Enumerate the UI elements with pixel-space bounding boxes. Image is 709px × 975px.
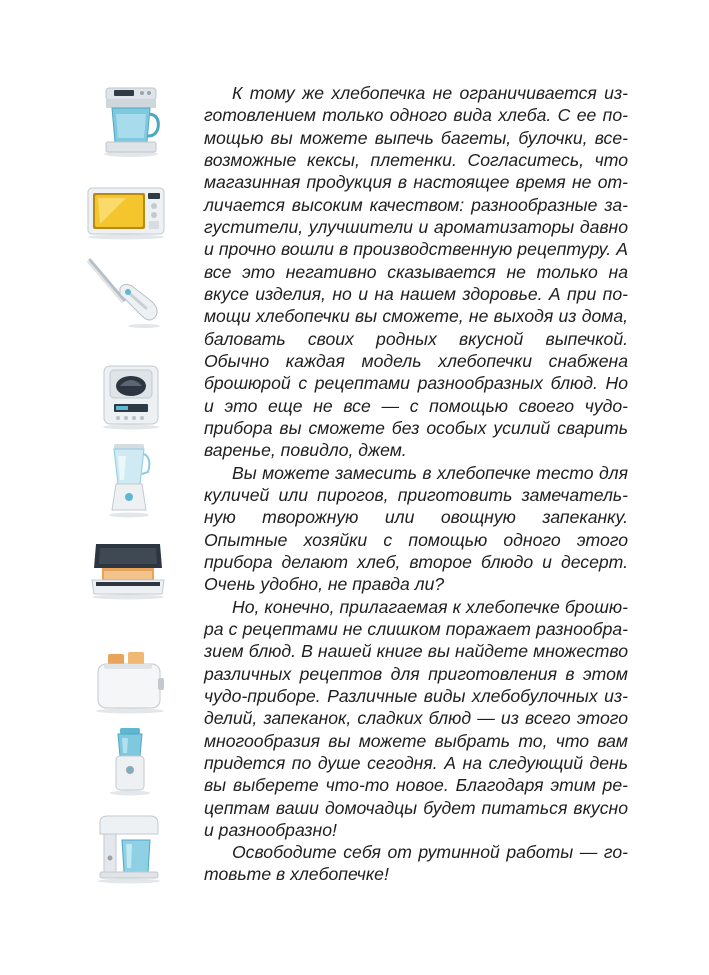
blender-icon (106, 440, 152, 518)
paragraph-4: Освободите себя от рутинной работы — готовьте в хлебопечке! (204, 842, 628, 885)
juicer-icon (96, 814, 162, 884)
paragraph-1: К тому же хлебопечка не ограничивается изготовлением только одного вида хлеба. С ее помощью вы можете выпечь багеты, булочки, всевозможные кексы, плетенки. Согласитесь, что магазинная продукция в настоящее время не отличается высоким качеством: разнообразные загустители, улучшители и ароматизаторы давно и прочно вошли в производственную рецептуру. А все это негативно сказывается не только на вкусе изделия, но и на нашем здоровье. А при помощи хлебопечки вы сможете, не выходя из дома, баловать своих родных вкусной выпечкой. Обычно каждая модель хлебопечки снабжена брошюрой с рецептами разнообразных блюд. Но и это еще не все — с помощью своего чудо-прибора вы сможете без особых усилий сварить варенье, повидло, джем. (204, 83, 628, 461)
hand-mixer-icon (84, 254, 164, 330)
microwave-icon (86, 184, 166, 240)
paragraph-2: Вы можете замесить в хлебопечке тесто для куличей или пирогов, приготовить замечательную творожную или овощную запеканку. Опытные хозяйки с помощью одного этого прибора делают хлеб, второе блюдо и десерт. Очень удобно, не правда ли? (204, 462, 628, 595)
coffee-maker-icon (100, 84, 162, 158)
paragraph-3: Но, конечно, прилагаемая к хлебопечке брошюра с рецептами не слишком поражает разнообразием блюд. В нашей книге вы найдете множество различных рецептов для приготовления в этом чудо-приборе. Различные виды хлебобулочных изделий, запеканок, сладких блюд — из всего этого многообразия вы можете выбрать то, что вам придется по душе сегодня. А на следующий день вы выберете что-то новое. Благодаря этим рецептам ваши домочадцы будет питаться вкусно и разнообразно! (204, 596, 628, 840)
appliance-icons-column (0, 0, 200, 975)
toaster-icon (94, 648, 166, 714)
body-text (204, 82, 628, 886)
food-processor-icon (108, 726, 152, 796)
sandwich-maker-icon (90, 538, 166, 600)
bread-maker-icon (100, 360, 162, 430)
